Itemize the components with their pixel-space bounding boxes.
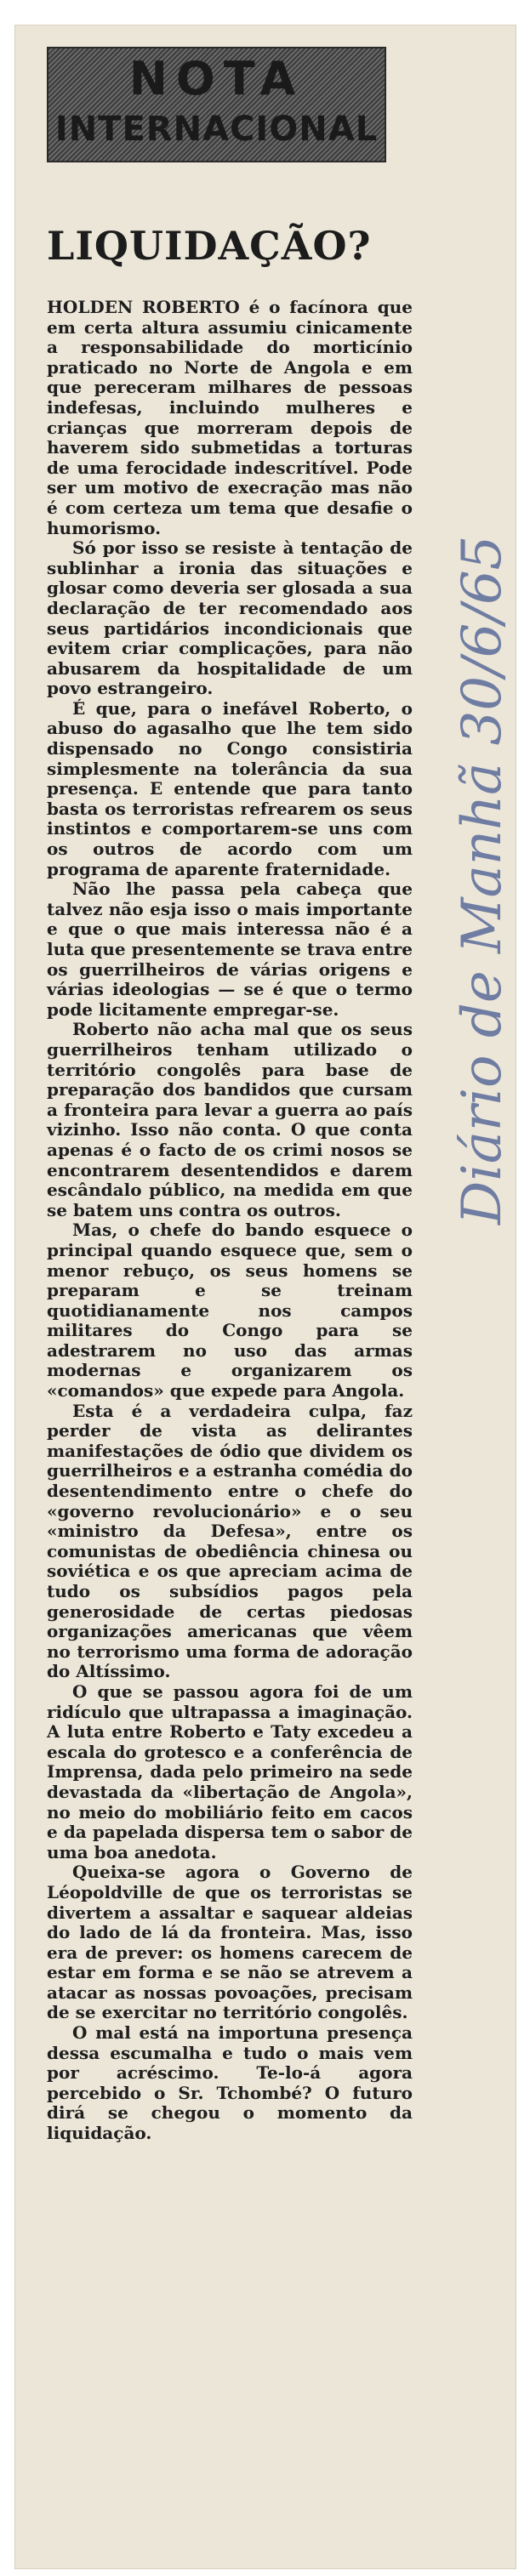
paragraph: Não lhe passa pela cabeça que talvez não esja isso o mais importante e que o que mais interessa não é a luta que presentemente se trava entre os guerrilheiros de várias origens e várias ideologias — se é que o termo pode licitamente empregar-se. [47,879,413,1020]
header-line-nota: NOTA [128,52,305,105]
paragraph: É que, para o inefável Roberto, o abuso do agasalho que lhe tem sido dispensado no Congo consistiria simplesmente na tolerância da sua presença. E entende que para tanto basta os terroristas refrearem os seus instintos e comportarem-se uns com os outros de acordo com um programa de aparente fraternidade. [47,697,413,879]
paragraph: Mas, o chefe do bando esquece o principal quando esquece que, sem o menor rebuço, os seus homens se preparam e se treinam quotidianamente nos campos militares do Congo para se adestrarem no uso das armas modernas e organizarem os «comandos» que expede para Angola. [47,1220,413,1402]
paragraph: Esta é a verdadeira culpa, faz perder de vista as delirantes manifestações de ódio que dividem os guerrilheiros e a estranha comédia do desentendimento entre o chefe do «governo revolucionário» e o seu «ministro da Defesa», entre os comunistas de obediência chinesa ou soviética e os que apreciam acima de tudo os subsídios pagos pela generosidade de certas piedosas organizações americanas que vêem no terrorismo uma forma de adoração do Altíssimo. [47,1400,413,1682]
column-header-banner [47,47,386,162]
paragraph: Só por isso se resiste à tentação de sublinhar a ironia das situações e glosar como deveria ser glosada a sua declaração de ter recomendado aos seus partidários incondicionais que evitem criar complicações, para não abusarem da hospitalidade de um povo estrangeiro. [47,537,413,699]
paragraph: O que se passou agora foi de um ridículo que ultrapassa a imaginação. A luta entre Roberto e Taty excedeu a escala do grotesco e a conferência de Imprensa, dada pelo primeiro na sede devastada da «libertação de Angola», no meio do mobiliário feito em cacos e da papelada dispersa tem o sabor de uma boa anedota. [47,1680,413,1862]
paragraph: Queixa-se agora o Governo de Léopoldville de que os terroristas se divertem a assaltar e saquear aldeias do lado de lá da fronteira. Mas, isso era de prever: os homens carecem de estar em forma e se não se atrevem a atacar as nossas povoações, precisam de se exercitar no território congolês. [47,1862,413,2023]
header-line-internacional: INTERNACIONAL [54,110,379,149]
handwritten-source-note: Diário de Manhã 30/6/65 [451,535,514,1225]
article-body [47,298,413,2144]
paragraph: O mal está na importuna presença dessa escumalha e tudo o mais vem por acréscimo. Te-lo-á agora percebido o Sr. Tchombé? O futuro dirá se chegou o momento da liquidação. [47,2022,413,2144]
article-title: LIQUIDAÇÃO? [47,223,372,269]
paragraph: HOLDEN ROBERTO é o facínora que em certa altura assumiu cinicamente a responsabilidade do morticínio praticado no Norte de Angola e em que pereceram milhares de pessoas indefesas, incluindo mulheres e crianças que morreram depois de haverem sido submetidas a torturas de uma ferocidade indescritível. Pode ser um motivo de execração mas não é com certeza um tema que desafie o humorismo. [47,297,413,538]
paragraph: Roberto não acha mal que os seus guerrilheiros tenham utilizado o território congolês para base de preparação dos bandidos que cursam a fronteira para levar a guerra ao país vizinho. Isso não conta. O que conta apenas é o facto de os crimi nosos se encontrarem desentendidos e darem escândalo público, na medida em que se batem uns contra os outros. [47,1019,413,1220]
